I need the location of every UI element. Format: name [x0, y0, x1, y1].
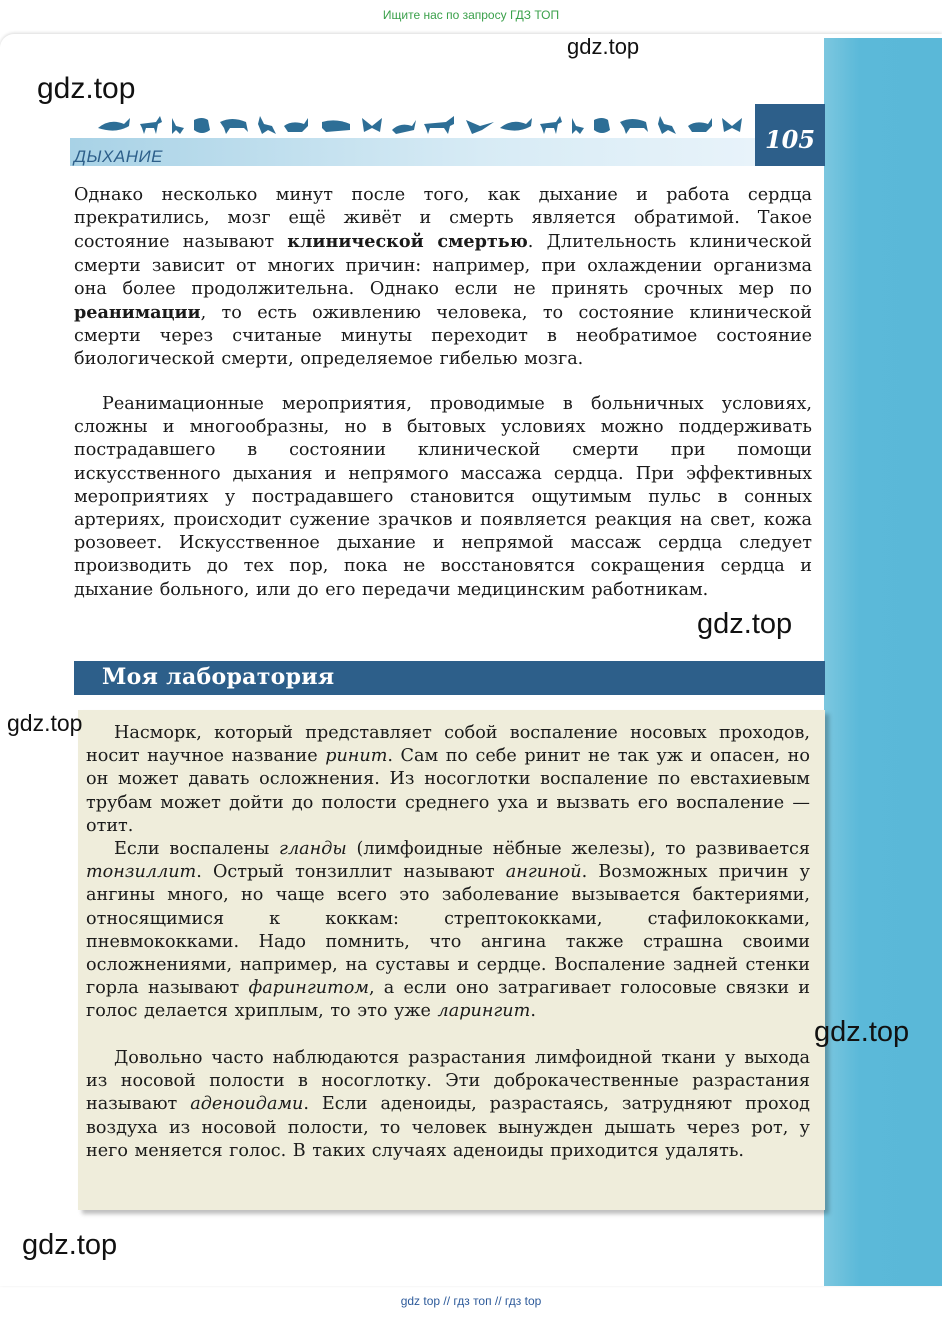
watermark-top-center: gdz.top: [567, 34, 640, 59]
bottom-links[interactable]: gdz top // гдз топ // гдз top: [400, 1294, 542, 1308]
butterfly-icon: [362, 118, 382, 132]
kangaroo-icon: [658, 116, 676, 134]
watermark-bottom-left: gdz.top: [22, 1229, 118, 1261]
kangaroo-icon: [258, 116, 276, 134]
rabbit-icon: [284, 118, 308, 132]
lab-paragraph-2: Если воспалены гланды (лимфоидные нёбные железы), то развивается тонзиллит. Острый тонзиллит называют ангиной. Возможных причин у ангины много, но чаще всего это заболевание вызывается бактериями, относящимися к коккам: стрептококками, стафилококками, пневмококками. Надо помнить, что ангина также страшна своими осложнениями, например, на суставы и сердце. Воспаление задней стенки горла называют фарингитом, а если оно затрагивает голосовые связки и голос делается хриплым, то это уже ларингит.: [86, 839, 811, 1022]
lab-paragraph-1: Насморк, который представляет собой воспаление носовых проходов, носит научное название ринит. Сам по себе ринит не так уж и опасен, но он может давать осложнения. Из носоглотки воспаление по евстахиевым трубам может дойти до полости среднего уха и вызвать его воспаление — отит.: [86, 723, 810, 836]
whale-icon: [500, 118, 532, 131]
section-title: ДЫХАНИЕ: [74, 147, 163, 166]
page-number: 105: [764, 125, 816, 154]
bison-icon: [620, 119, 648, 134]
antelope-icon: [140, 116, 162, 134]
beetle-icon: [188, 118, 216, 133]
term-adenoids: аденоидами: [190, 1094, 304, 1115]
rabbit-icon: [688, 118, 712, 132]
main-paragraph-2: Реанимационные мероприятия, проводимые в больничных условиях, сложны и многообразны, но в бытовых условиях можно поддерживать пострадавшего в состоянии клинической смерти при помощи искусственного дыхания и непрямого массажа сердца. При эффективных мероприятиях у пострадавшего становится ощутимым пульс в сонных артериях, происходит сужение зрачков и появляется реакция на свет, кожа розовеет. Искусственное дыхание и непрямой массаж сердца следует производить до тех пор, пока не восстановятся сокращения сердца и дыхание больного, или до его передачи медицинским работникам.: [74, 394, 812, 600]
horse-icon: [424, 116, 454, 134]
scorpion-icon: [392, 120, 416, 134]
bison-icon: [220, 119, 248, 134]
watermark-mid-right: gdz.top: [697, 608, 793, 640]
beetle-icon: [594, 118, 610, 133]
butterfly-icon: [722, 118, 742, 132]
page-side-bar: [824, 38, 942, 1286]
animal-silhouettes-strip: [96, 112, 746, 138]
swallow-icon: [466, 120, 494, 134]
watermark-top-left: gdz.top: [37, 72, 136, 105]
bird-icon: [172, 118, 184, 134]
term-glands: гланды: [279, 839, 347, 859]
boar-icon: [322, 120, 350, 132]
watermark-left: gdz.top: [7, 710, 83, 736]
lab-paragraph-3: Довольно часто наблюдаются разрастания лимфоидной ткани у выхода из носовой полости в носоглотку. Эти доброкачественные разрастания называют аденоидами. Если аденоиды, разрастаясь, затрудняют проход воздуха из носовой полости, то человек вынужден дышать через рот, у него меняется голос. В таких случаях аденоиды приходится удалять.: [86, 1048, 810, 1161]
term-pharyngitis: фарингитом: [248, 978, 369, 999]
main-paragraph-1: Однако несколько минут после того, как дыхание и работа сердца прекратились, мозг ещё живёт и смерть является обратимой. Такое состояние называют клинической смертью. Длительность клинической смерти зависит от многих причин: например, при охлаждении организма она более продолжительна. Однако если не принять срочных мер по реанимации, то есть оживлению человека, то состояние клинической смерти через считаные минуты переходит в необратимое состояние биологической смерти, определяемое гибелью мозга.: [74, 185, 812, 370]
term-rhinitis: ринит: [325, 746, 388, 767]
whale-icon: [98, 118, 130, 131]
term-angina: ангиной: [505, 862, 582, 883]
term-tonsillitis: тонзиллит: [86, 862, 197, 883]
bird-icon: [572, 118, 584, 134]
lab-title: Моя лаборатория: [102, 664, 335, 690]
term-laryngitis: ларингит: [437, 1001, 531, 1022]
term-reanimation: реанимации: [74, 302, 201, 324]
top-search-banner[interactable]: Ищите нас по запросу ГДЗ ТОП: [382, 8, 560, 22]
watermark-right: gdz.top: [814, 1016, 910, 1048]
antelope-icon: [540, 116, 562, 134]
term-clinical-death: клинической смертью: [287, 231, 528, 253]
section-header-band: [70, 138, 755, 166]
